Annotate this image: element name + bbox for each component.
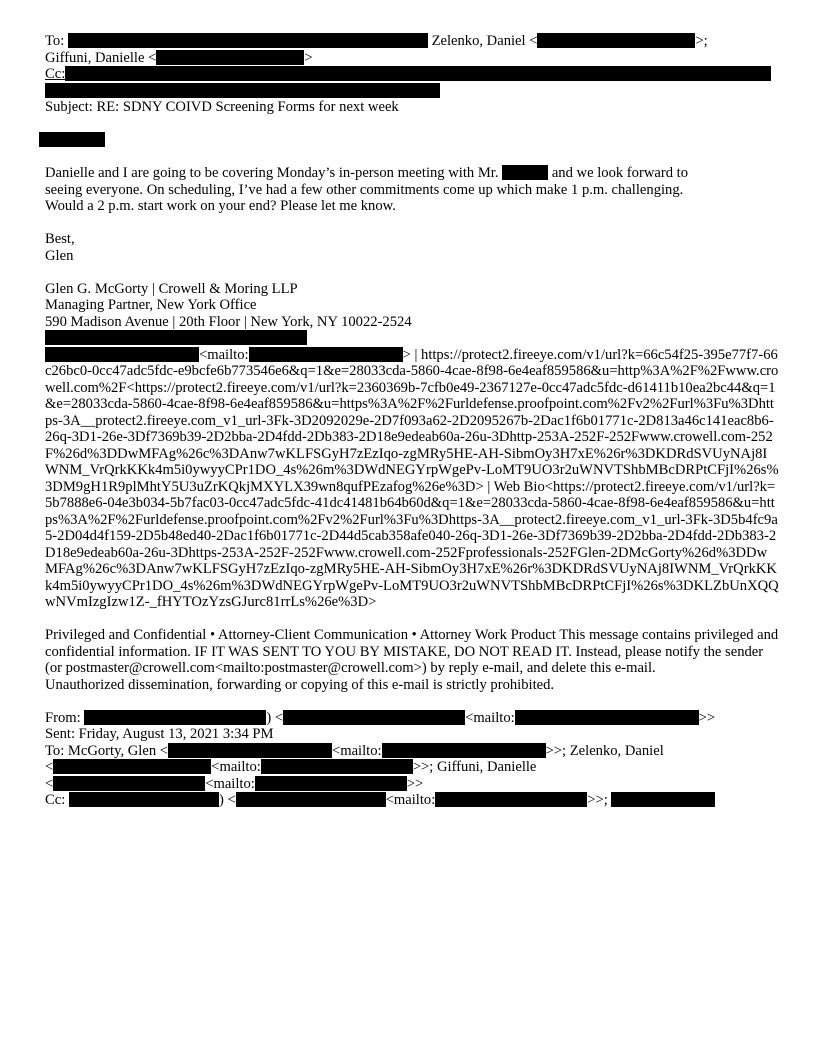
redaction bbox=[502, 165, 548, 180]
redaction bbox=[283, 710, 465, 725]
forwarded-to-3: < <mailto: >> bbox=[45, 775, 424, 792]
redaction bbox=[65, 66, 771, 81]
redaction bbox=[39, 132, 105, 147]
redaction bbox=[45, 330, 307, 345]
redaction bbox=[84, 710, 266, 725]
body-line-2: seeing everyone. On scheduling, I’ve had a few other commitments come up which make 1 p.m. challenging. bbox=[45, 181, 684, 198]
redaction bbox=[261, 759, 413, 774]
redaction bbox=[68, 33, 428, 48]
redaction bbox=[255, 776, 407, 791]
disclaimer-text: Privileged and Confidential • Attorney-Client Communication • Attorney Work Product This message contains privileged and confidential information. IF IT WAS SENT TO YOU BY MISTAKE, DO NOT READ IT. Instead, please notify the sender (or postmaster@crowell.com<mailto:postmaster@crowell.com>) by reply e-mail, and delete this e-mail. bbox=[45, 627, 779, 676]
email-document bbox=[45, 33, 780, 809]
redaction bbox=[53, 759, 211, 774]
signature-phone bbox=[45, 330, 780, 347]
redaction bbox=[249, 347, 403, 362]
redaction bbox=[537, 33, 695, 48]
redaction bbox=[69, 792, 219, 807]
signature-title: Managing Partner, New York Office bbox=[45, 297, 257, 313]
website-link[interactable]: > | https://protect2.fireeye.com/v1/url?k=66c54f25-395e77f7-66c26bc0-0cc47adc5fdc-e9bcfe6b773546e6&q=1&e=28033cda-5860-4cae-8f98-6e4eaf859586&u=http%3A%2F%2Fwww.crowell.com%2F<https://protect2.fireeye.com/v1/url?k=2360369b-7cfb0e49-2367127e-0cc47adc5fdc-d61411b10ea2bc44&q=1&e=28033cda-5860-4cae-8f98-6e4eaf859586&u=https%3A%2F%2Furldefense.proofpoint.com%2Fv2%2Furl%3Fu%3Dhttps-3A__protect2.fireeye.com_v1_url-3Fk-3D2092029e-2D7f093a62-2D2095267b-2Dac1f6b01771c-2D813a46c141eac8b6-26q-3D1-26e-3Df7369b39-2D2bba-2D4fdd-2Db383-2D18e9edeab60a-26u-3Dhttp-253A-252F-252Fwww.crowell.com-252F%26d%3DDwMFAg%26c%3DAnw7wKLFSGyH7zEzIqo-zgMRy5HE-AH-SibmOy3H7xE%26r%3DKDRdSVUyNAj8IWNM_VrQrkKKk4m5i0ywyyCPr1DO_4s%26m%3DWdNEGYrpWgePv-LoMT9UO3r2uWNVTShbMBcDRPtCFjI%26s%3DM9gH1R9plMhtY5U3uZrKQkjMXYLX39wn8qufPEzafog%26e%3D> | Web Bio<https://protect2.fireeye.com/v1/url?k=5b7888e6-04e3b034-5b7fac03-0cc47adc5fdc-41dc41481b64b60d&q=1&e=28033cda-5860-4cae-8f98-6e4eaf859586&u=https%3A%2F%2Furldefense.proofpoint.com%2Fv2%2Furl%3Fu%3Dhttps-3A__protect2.fireeye.com_v1_url-3Fk-3D5b4fc9a5-2D04d4f159-2D5b48ed40-2Dac1f6b01771c-2D44d5cab358afe040-26q-3D1-26e-3Df7369b39-2D2bba-2D4fdd-2Db383-2D18e9edeab60a-26u-3Dhttps-253A-252F-252Fwww.crowell.com-252Fprofessionals-252FGlen-2DMcGorty%26d%3DDwMFAg%26c%3DAnw7wKLFSGyH7zEzIqo-zgMRy5HE-AH-SibmOy3H7xE%26r%3DKDRdSVUyNAj8IWNM_VrQrkKKk4m5i0ywyyCPr1DO_4s%26m%3DWdNEGYrpWgePv-LoMT9UO3r2uWNVTShbMBcDRPtCFjI%26s%3DKLZbUnXQQwNVmIzgIzw1Z-_fHYTOzYzsGJurc81rrLs%26e%3D> bbox=[45, 346, 779, 610]
signature-address: 590 Madison Avenue | 20th Floor | New York, NY 10022-2524 bbox=[45, 313, 412, 330]
redaction bbox=[382, 743, 546, 758]
forwarded-to-2: < <mailto: >>; Giffuni, Danielle bbox=[45, 759, 537, 775]
forwarded-sent: Sent: Friday, August 13, 2021 3:34 PM bbox=[45, 726, 274, 742]
disclaimer-line-2: Unauthorized dissemination, forwarding or copying of this e-mail is strictly prohibited. bbox=[45, 676, 555, 693]
body-line-3: Would a 2 p.m. start work on your end? Please let me know. bbox=[45, 198, 396, 214]
redaction bbox=[45, 83, 440, 98]
redaction bbox=[45, 347, 199, 362]
forwarded-cc: Cc: ) < <mailto: >>; bbox=[45, 792, 780, 809]
subject-line: Subject: RE: SDNY COIVD Screening Forms for next week bbox=[45, 99, 399, 115]
cc-line: Cc: bbox=[45, 66, 780, 83]
forwarded-from: From: ) < <mailto: >> bbox=[45, 709, 716, 726]
greeting-line bbox=[45, 132, 780, 149]
to-line-2: Giffuni, Danielle < > bbox=[45, 49, 313, 66]
redaction bbox=[515, 710, 699, 725]
closing: Best, bbox=[45, 231, 75, 247]
redaction bbox=[168, 743, 332, 758]
signature-name: Glen G. McGorty | Crowell & Moring LLP bbox=[45, 280, 298, 297]
to-line: To: Zelenko, Daniel < >; bbox=[45, 33, 708, 49]
disclaimer bbox=[45, 627, 780, 693]
body-line-1: Danielle and I are going to be covering Monday’s in-person meeting with Mr. and we look forward to bbox=[45, 165, 688, 181]
signature-links: <mailto: > | https://protect2.fireeye.com/v1/url?k=66c54f25-395e77f7-66c26bc0-0cc47adc5fdc-e9bcfe6b773546e6&q=1&e=28033cda-5860-4cae-8f98-6e4eaf859586&u=http%3A%2F%2Fwww.crowell.com%2F<https://protect2.fireeye.com/v1/url?k=2360369b-7cfb0e49-2367127e-0cc47adc5fdc-d61411b10ea2bc44&q=1&e=28033cda-5860-4cae-8f98-6e4eaf859586&u=https%3A%2F%2Furldefense.proofpoint.com%2Fv2%2Furl%3Fu%3Dhttps-3A__protect2.fireeye.com_v1_url-3Fk-3D2092029e-2D7f093a62-2D2095267b-2Dac1f6b01771c-2D813a46c141eac8b6-26q-3D1-26e-3Df7369b39-2D2bba-2D4fdd-2Db383-2D18e9edeab60a-26u-3Dhttp-253A-252F-252Fwww.crowell.com-252F%26d%3DDwMFAg%26c%3DAnw7wKLFSGyH7zEzIqo-zgMRy5HE-AH-SibmOy3H7xE%26r%3DKDRdSVUyNAj8IWNM_VrQrkKKk4m5i0ywyyCPr1DO_4s%26m%3DWdNEGYrpWgePv-LoMT9UO3r2uWNVTShbMBcDRPtCFjI%26s%3DM9gH1R9plMhtY5U3uZrKQkjMXYLX39wn8qufPEzafog%26e%3D> | Web Bio<https://protect2.fireeye.com/v1/url?k=5b7888e6-04e3b034-5b7fac03-0cc47adc5fdc-41dc41481b64b60d&q=1&e=28033cda-5860-4cae-8f98-6e4eaf859586&u=https%3A%2F%2Furldefense.proofpoint.com%2Fv2%2Furl%3Fu%3Dhttps-3A__protect2.fireeye.com_v1_url-3Fk-3D5b4fc9a5-2D04d4f159-2D5b48ed40-2Dac1f6b01771c-2D44d5cab358afe040-26q-3D1-26e-3Df7369b39-2D2bba-2D4fdd-2Db383-2D18e9edeab60a-26u-3Dhttps-253A-252F-252Fwww.crowell.com-252Fprofessionals-252FGlen-2DMcGorty%26d%3DDwMFAg%26c%3DAnw7wKLFSGyH7zEzIqo-zgMRy5HE-AH-SibmOy3H7xE%26r%3DKDRdSVUyNAj8IWNM_VrQrkKKk4m5i0ywyyCPr1DO_4s%26m%3DWdNEGYrpWgePv-LoMT9UO3r2uWNVTShbMBcDRPtCFjI%26s%3DKLZbUnXQQwNVmIzgIzw1Z-_fHYTOzYzsGJurc81rrLs%26e%3D> bbox=[45, 346, 779, 610]
redaction bbox=[156, 50, 304, 65]
redaction bbox=[611, 792, 715, 807]
redaction bbox=[435, 792, 587, 807]
forwarded-to: To: McGorty, Glen < <mailto: >>; Zelenko, Daniel bbox=[45, 742, 664, 759]
sender-first-name: Glen bbox=[45, 247, 74, 264]
redaction bbox=[236, 792, 386, 807]
redaction bbox=[53, 776, 205, 791]
cc-line-2 bbox=[45, 83, 780, 100]
